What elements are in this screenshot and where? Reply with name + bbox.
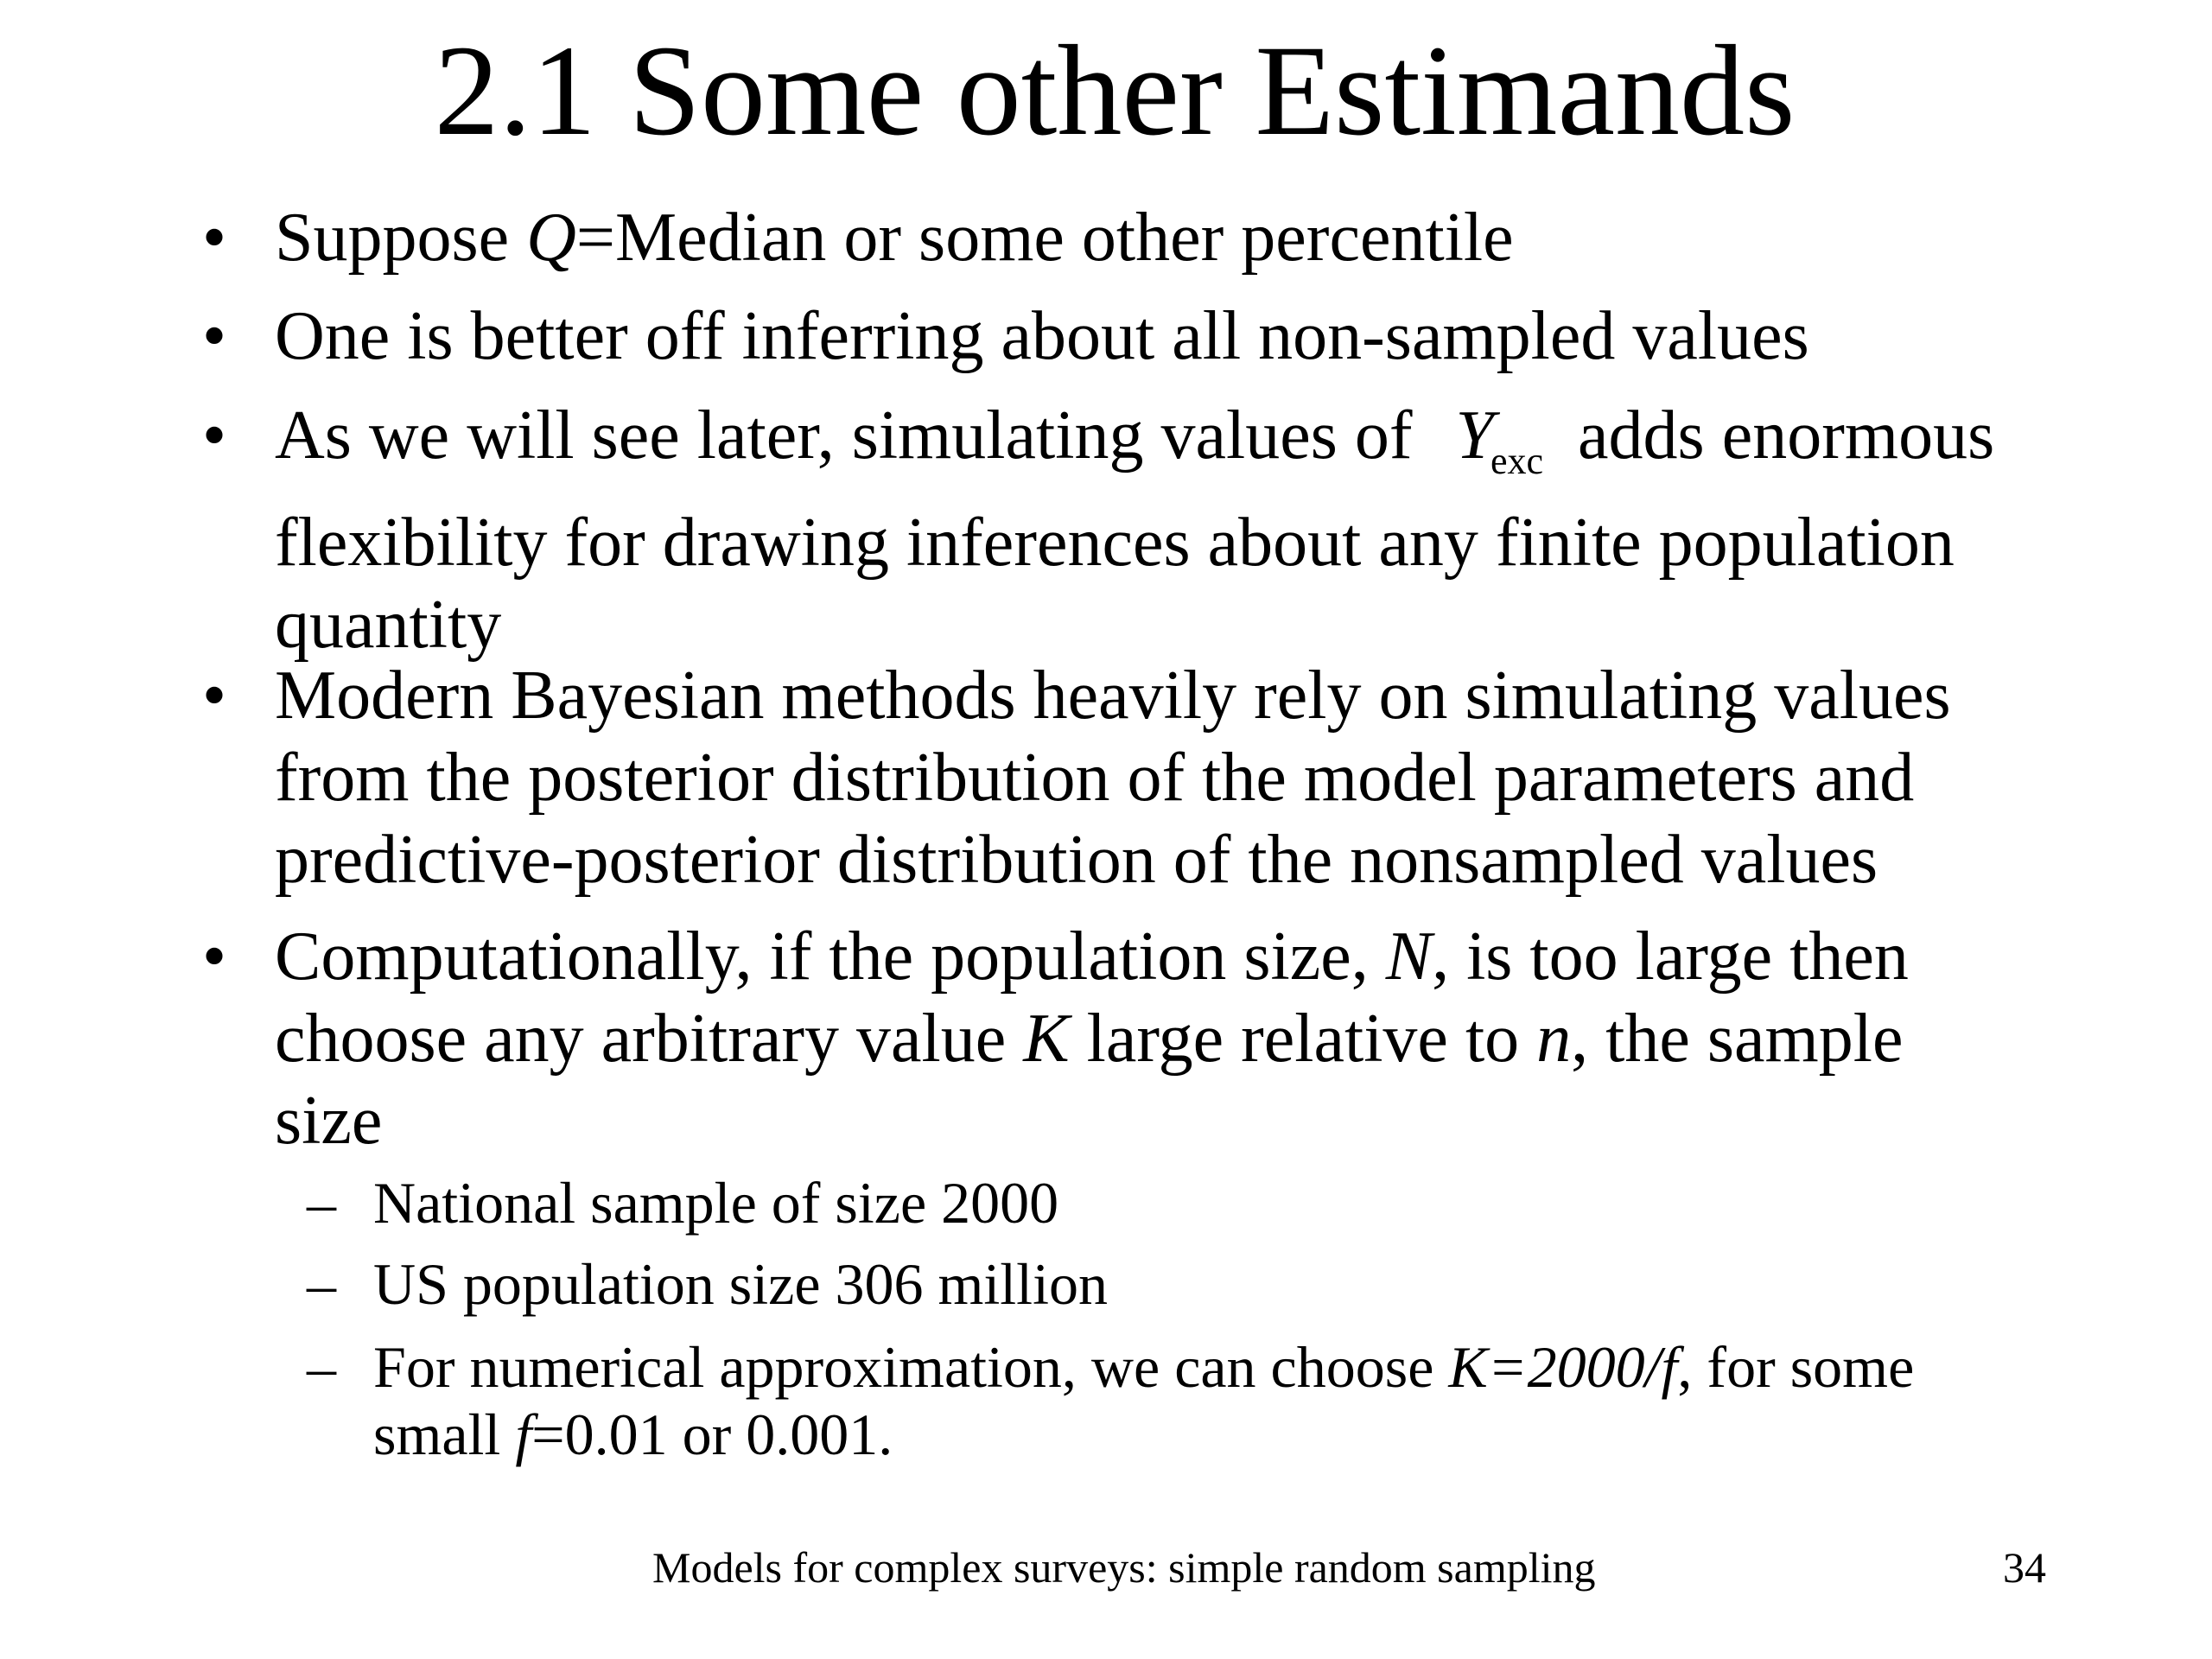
sub-bullet-line	[373, 1333, 2101, 1401]
text-span: , for some	[1677, 1334, 1915, 1400]
text-span: Computationally, if the population size,	[275, 918, 1386, 995]
bullet-marker: •	[201, 658, 226, 734]
bullet-line	[275, 395, 2176, 502]
bullet-line	[275, 916, 2176, 998]
text-span: =0.01 or 0.001.	[531, 1402, 893, 1467]
math-variable: N	[1385, 918, 1433, 995]
text-span: choose any arbitrary value	[275, 1001, 1024, 1077]
math-variable: Q	[526, 200, 576, 276]
bullet-item	[201, 395, 2176, 666]
bullet-item	[201, 916, 2176, 1162]
bullet-marker: •	[201, 298, 226, 374]
text-span: small	[373, 1402, 516, 1467]
page-number: 34	[2003, 1543, 2046, 1592]
bullet-marker: •	[201, 397, 226, 474]
sub-bullet-line	[373, 1401, 2101, 1468]
bullet-line: from the posterior distribution of the model parameters and	[275, 740, 1915, 816]
bullet-marker: •	[201, 200, 226, 276]
text-span: For numerical approximation, we can choose	[373, 1334, 1449, 1400]
bullet-line	[275, 197, 2176, 279]
bullet-line: One is better off inferring about all non-sampled values	[275, 298, 1809, 374]
bullet-item	[201, 296, 2176, 378]
text-span: large relative to	[1069, 1001, 1537, 1077]
bullet-line	[275, 998, 2176, 1080]
math-variable: n	[1536, 1001, 1572, 1077]
bullet-line: flexibility for drawing inferences about any finite population	[275, 505, 1955, 581]
sub-bullet-marker: –	[307, 1334, 336, 1400]
text-span: adds enormous	[1578, 397, 1995, 474]
bullet-line: size	[275, 1083, 383, 1159]
bullet-item	[201, 655, 2176, 901]
bullet-item	[201, 197, 2176, 279]
sub-bullet-marker: –	[307, 1251, 336, 1317]
bullet-line: quantity	[275, 587, 502, 663]
math-variable: f	[515, 1402, 532, 1467]
math-expression: K=2000/f	[1448, 1334, 1678, 1400]
sub-bullet-item	[307, 1250, 2101, 1318]
sub-bullet-item	[307, 1333, 2101, 1468]
math-variable: Y	[1455, 397, 1494, 474]
sub-bullet-marker: –	[307, 1170, 336, 1236]
text-span: Suppose	[275, 200, 527, 276]
bullet-line: predictive-posterior distribution of the nonsampled values	[275, 822, 1878, 898]
text-span: As we will see later, simulating values of	[275, 397, 1413, 474]
math-variable: K	[1023, 1001, 1070, 1077]
footer-text: Models for complex surveys: simple random sampling	[652, 1543, 1596, 1592]
sub-bullet-item	[307, 1169, 2101, 1236]
math-subscript: exc	[1490, 440, 1544, 482]
bullet-line: Modern Bayesian methods heavily rely on simulating values	[275, 658, 1951, 734]
text-span: =Median or some other percentile	[575, 200, 1514, 276]
slide-title: 2.1 Some other Estimands	[434, 19, 1796, 162]
y-exc-symbol	[1455, 395, 1543, 502]
bullet-marker: •	[201, 918, 226, 995]
sub-bullet-line: US population size 306 million	[373, 1251, 1108, 1317]
text-span: , the sample	[1571, 1001, 1904, 1077]
text-span: , is too large then	[1432, 918, 1909, 995]
sub-bullet-line: National sample of size 2000	[373, 1170, 1059, 1236]
